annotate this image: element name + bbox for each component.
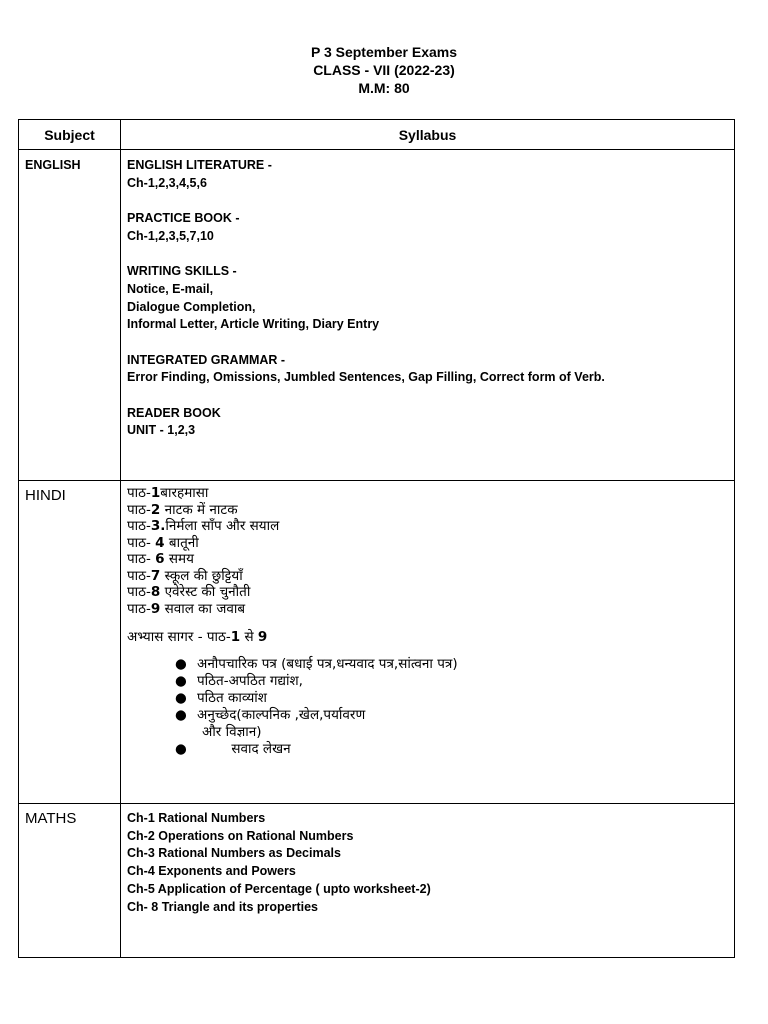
topic-text: और विज्ञान) bbox=[202, 723, 262, 740]
lesson-number: 3. bbox=[150, 518, 166, 534]
syllabus-line: WRITING SKILLS - bbox=[127, 264, 237, 279]
list-item bbox=[127, 741, 728, 758]
lesson-title: बातूनी bbox=[164, 534, 199, 551]
table-row-maths bbox=[19, 804, 735, 958]
topic-text: सवाद लेखन bbox=[197, 740, 291, 757]
lesson-title: स्कूल की छुट्टियाँ bbox=[160, 567, 243, 584]
syllabus-line: Ch-4 Exponents and Powers bbox=[127, 864, 296, 879]
syllabus-line: Ch-1,2,3,4,5,6 bbox=[127, 175, 207, 190]
syllabus-line: INTEGRATED GRAMMAR - bbox=[127, 352, 286, 367]
syllabus-hindi bbox=[121, 481, 735, 804]
spacer bbox=[127, 192, 728, 210]
hindi-topic-list bbox=[127, 656, 728, 758]
syllabus-line: Informal Letter, Article Writing, Diary Entry bbox=[127, 317, 380, 332]
lesson-title: समय bbox=[164, 551, 194, 567]
max-marks: M.M: 80 bbox=[358, 80, 410, 96]
lesson-number: 7 bbox=[150, 567, 161, 584]
lesson-line bbox=[127, 485, 728, 502]
topic-text: पठित-अपठित गद्यांश, bbox=[197, 672, 303, 689]
lesson-line bbox=[127, 551, 728, 568]
lesson-number: 8 bbox=[150, 584, 161, 600]
table-row-english bbox=[19, 150, 735, 481]
list-item bbox=[127, 656, 728, 673]
syllabus-line: Ch-1,2,3,5,7,10 bbox=[127, 228, 214, 243]
syllabus-line: UNIT - 1,2,3 bbox=[127, 423, 196, 438]
subject-english: ENGLISH bbox=[19, 150, 121, 481]
lesson-title: निर्मला साँप और सयाल bbox=[165, 518, 280, 534]
lesson-prefix: पाठ- bbox=[127, 501, 151, 518]
lesson-prefix: पाठ- bbox=[127, 518, 151, 534]
spacer bbox=[127, 387, 728, 405]
lesson-prefix: पाठ- bbox=[127, 485, 151, 501]
syllabus-column-header: Syllabus bbox=[121, 120, 735, 150]
lesson-line bbox=[127, 584, 728, 601]
lesson-prefix: पाठ- bbox=[127, 584, 151, 600]
lesson-title: एवेरेस्ट की चुनौती bbox=[160, 584, 251, 600]
lesson-number: 2 bbox=[150, 501, 161, 518]
bullet-icon: ● bbox=[175, 655, 187, 672]
lesson-number: 4 bbox=[155, 534, 165, 551]
bullet-icon: ● bbox=[175, 706, 187, 723]
lesson-line bbox=[127, 518, 728, 535]
spacer bbox=[127, 617, 728, 629]
bullet-icon: ● bbox=[175, 672, 187, 689]
syllabus-maths bbox=[121, 804, 735, 958]
exam-title: P 3 September Exams bbox=[310, 44, 458, 60]
lesson-line bbox=[127, 568, 728, 585]
spacer bbox=[127, 246, 728, 264]
practice-line bbox=[127, 629, 728, 646]
lesson-number: 6 bbox=[155, 551, 165, 567]
lesson-title: नाटक में नाटक bbox=[160, 501, 238, 518]
document-header bbox=[0, 43, 768, 97]
practice-from: 1 bbox=[230, 629, 241, 645]
lesson-prefix: पाठ- bbox=[127, 567, 151, 584]
syllabus-line: Ch- 8 Triangle and its properties bbox=[127, 899, 319, 914]
bullet-icon: ● bbox=[175, 689, 187, 706]
practice-to: 9 bbox=[257, 629, 268, 645]
lesson-title: सवाल का जवाब bbox=[160, 600, 246, 617]
syllabus-line: Dialogue Completion, bbox=[127, 299, 256, 314]
list-item bbox=[127, 707, 728, 724]
syllabus-line: PRACTICE BOOK - bbox=[127, 211, 240, 226]
practice-mid: से bbox=[240, 629, 258, 645]
table-row-hindi bbox=[19, 481, 735, 804]
topic-text: अनौपचारिक पत्र (बधाई पत्र,धन्यवाद पत्र,सांत्वना पत्र) bbox=[197, 655, 458, 672]
syllabus-line: ENGLISH LITERATURE - bbox=[127, 158, 272, 172]
syllabus-line: Ch-1 Rational Numbers bbox=[127, 811, 266, 825]
table-header-row bbox=[19, 120, 735, 150]
lesson-prefix: पाठ- bbox=[127, 551, 156, 567]
practice-prefix: अभ्यास सागर - पाठ- bbox=[127, 629, 231, 645]
syllabus-line: Ch-5 Application of Percentage ( upto worksheet-2) bbox=[127, 881, 431, 896]
lesson-title: बारहमासा bbox=[160, 485, 209, 501]
syllabus-english bbox=[121, 150, 735, 481]
lesson-prefix: पाठ- bbox=[127, 534, 156, 551]
topic-text: अनुच्छेद(काल्पनिक ,खेल,पर्यावरण bbox=[197, 706, 366, 723]
subject-column-header: Subject bbox=[19, 120, 121, 150]
lesson-prefix: पाठ- bbox=[127, 600, 151, 617]
syllabus-line: Ch-3 Rational Numbers as Decimals bbox=[127, 846, 341, 861]
bullet-icon: ● bbox=[175, 740, 187, 757]
subject-maths: MATHS bbox=[19, 804, 121, 958]
topic-text: पठित काव्यांश bbox=[197, 689, 267, 706]
syllabus-table bbox=[18, 119, 735, 958]
syllabus-line: Error Finding, Omissions, Jumbled Sentences, Gap Filling, Correct form of Verb. bbox=[127, 370, 605, 385]
syllabus-line: READER BOOK bbox=[127, 405, 221, 420]
spacer bbox=[127, 334, 728, 352]
class-label: CLASS - VII (2022-23) bbox=[313, 62, 455, 78]
syllabus-line: Ch-2 Operations on Rational Numbers bbox=[127, 828, 354, 843]
list-item bbox=[127, 673, 728, 690]
lesson-number: 9 bbox=[150, 600, 161, 617]
syllabus-line: Notice, E-mail, bbox=[127, 281, 214, 296]
lesson-line bbox=[127, 535, 728, 552]
subject-hindi: HINDI bbox=[19, 481, 121, 804]
list-item bbox=[127, 690, 728, 707]
lesson-line bbox=[127, 601, 728, 618]
list-item-continuation bbox=[127, 724, 728, 741]
lesson-line bbox=[127, 502, 728, 519]
lesson-number: 1 bbox=[150, 485, 161, 501]
